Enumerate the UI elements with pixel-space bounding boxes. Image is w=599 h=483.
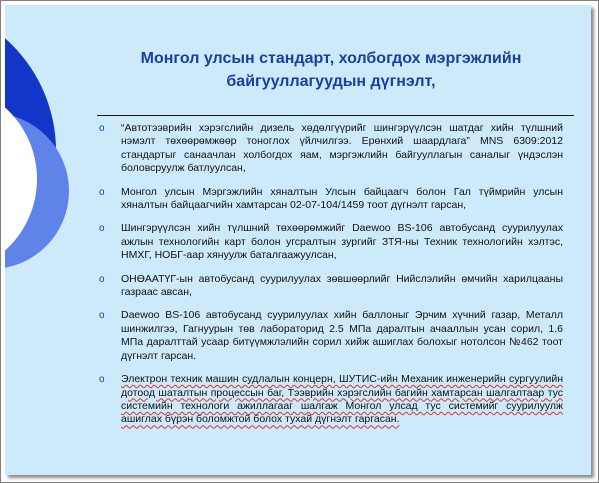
bullet-text: Электрон техник машин судлалын концерн, ШУТИС-ийн Механик инженерийн сургуулийн дотоод шаталтын процессын баг, Тээврийн хэрэгслийн багийн хамтарсан шалгалтаар тус системийн технологи ажиллагааг шалгаж Монгол улсад тус системийг суурилуулж ашиглах бүрэн боломжтой болох тухай дүгнэлт гаргасан.: [121, 373, 563, 426]
slide-title-line-2: байгууллагуудын дүгнэлт,: [226, 73, 436, 90]
bullet-list: [99, 122, 563, 437]
bullet-item-4: [99, 273, 563, 300]
bullet-icon: o: [99, 123, 105, 134]
title-divider: [97, 115, 574, 116]
bullet-item-3: [99, 222, 563, 262]
slide-title: [97, 47, 565, 93]
bullet-text: Шингэрүүлсэн хийн түлшний төхөөрөмжийг Daewoo BS-106 автобусанд суурилуулах ажлын технологийн карт болон угсралтын зургийг ЗТЯ-ны Техник технологийн хэлтэс, НМХГ, НОБГ-аар хянуулж баталгаажуулсан,: [121, 222, 563, 262]
bullet-item-1: [99, 122, 563, 176]
slide: [5, 5, 591, 475]
bullet-text: Daewoo BS-106 автобусанд суурилуулах хийн баллоныг Эрчим хүчний газар, Металл шинжилгээ, Гагнуурын төв лабораторид 2.5 МПа даралтын ачааллын усан сорил, 1.6 МПа даралттай усаар битүүмжлэлийн сорил хийж ашиглах болохыг нотолсон №462 тоот дүгнэлт гарсан.: [121, 309, 563, 362]
bullet-icon: o: [99, 374, 105, 386]
bullet-item-6: [99, 373, 563, 427]
bullet-icon: o: [99, 223, 105, 235]
bullet-text: “Автотээврийн хэрэгслийн дизель хөдөлгүүрийг шингэрүүлсэн шатдаг хийн түлшний нэмэлт төхөөрөмжөөр тоноглох үйлчилгээ. Ерөнхий шаардлага” MNS 6309:2012 стандартыг санаачлан холбогдох яам, мэргэжлийн байгууллагын саналыг үндэслэн боловсруулж батлуулсан,: [121, 122, 563, 175]
bullet-item-5: [99, 309, 563, 363]
bullet-text: ОНӨААТҮГ-ын автобусанд суурилуулах зөвшөөрлийг Нийслэлийн өмчийн харилцааны газраас авсан,: [121, 272, 563, 299]
bullet-item-2: [99, 186, 563, 213]
bullet-icon: o: [99, 186, 105, 198]
bullet-icon: o: [99, 273, 105, 285]
slide-title-line-1: Монгол улсын стандарт, холбогдох мэргэжлийн: [140, 50, 522, 67]
bullet-icon: o: [99, 310, 105, 322]
bullet-text: Монгол улсын Мэргэжлийн хяналтын Улсын байцаагч болон Гал түймрийн улсын хяналтын байцаагчийн хамтарсан 02-07-104/1459 тоот дүгнэлт гарсан,: [121, 185, 563, 212]
